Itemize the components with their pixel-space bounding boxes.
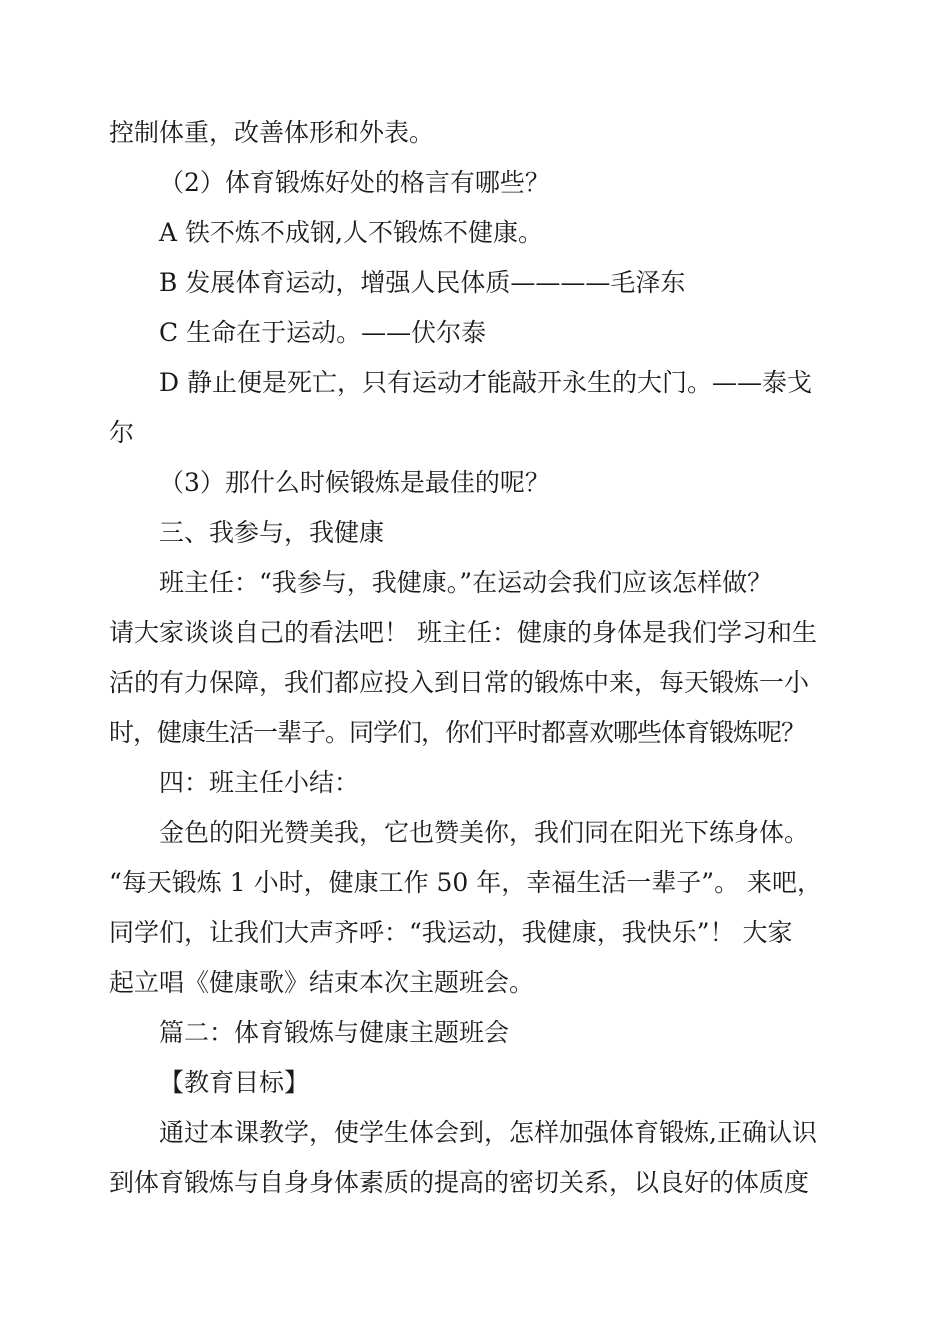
- paragraph-line: D 静止便是死亡，只有运动才能敲开永生的大门。——泰戈: [159, 368, 812, 397]
- paragraph-line: 同学们，让我们大声齐呼：“我运动，我健康，我快乐”！ 大家: [109, 918, 793, 947]
- paragraph-line: B 发展体育运动，增强人民体质————毛泽东: [159, 268, 686, 297]
- paragraph-line: 活的有力保障，我们都应投入到日常的锻炼中来，每天锻炼一小: [109, 668, 810, 697]
- paragraph-line: 请大家谈谈自己的看法吧！ 班主任：健康的身体是我们学习和生: [109, 618, 817, 647]
- paragraph-line: 到体育锻炼与自身身体素质的提高的密切关系，以良好的体质度: [109, 1168, 810, 1197]
- paragraph-line: C 生命在于运动。——伏尔泰: [159, 318, 487, 347]
- paragraph-line: 金色的阳光赞美我，它也赞美你，我们同在阳光下练身体。: [159, 818, 810, 847]
- section-heading: 四：班主任小结：: [159, 768, 360, 797]
- paragraph-line: （2）体育锻炼好处的格言有哪些？: [159, 168, 550, 197]
- section-heading: 三、我参与，我健康: [159, 518, 385, 547]
- paragraph-line: A 铁不炼不成钢,人不锻炼不健康。: [159, 218, 543, 247]
- paragraph-line: 通过本课教学，使学生体会到，怎样加强体育锻炼,正确认识: [159, 1118, 817, 1147]
- section-heading: 篇二：体育锻炼与健康主题班会: [159, 1018, 510, 1047]
- paragraph-line: 控制体重，改善体形和外表。: [109, 118, 435, 147]
- paragraph-line: 班主任：“我参与，我健康。”在运动会我们应该怎样做？: [159, 568, 773, 597]
- paragraph-line: （3）那什么时候锻炼是最佳的呢？: [159, 468, 550, 497]
- paragraph-line: “每天锻炼 1 小时，健康工作 50 年，幸福生活一辈子”。 来吧，: [109, 868, 823, 897]
- section-heading: 【教育目标】: [159, 1068, 310, 1097]
- paragraph-line: 尔: [109, 418, 135, 447]
- paragraph-line: 起立唱《健康歌》结束本次主题班会。: [109, 968, 535, 997]
- paragraph-line: 时，健康生活一辈子。同学们，你们平时都喜欢哪些体育锻炼呢？: [109, 718, 806, 747]
